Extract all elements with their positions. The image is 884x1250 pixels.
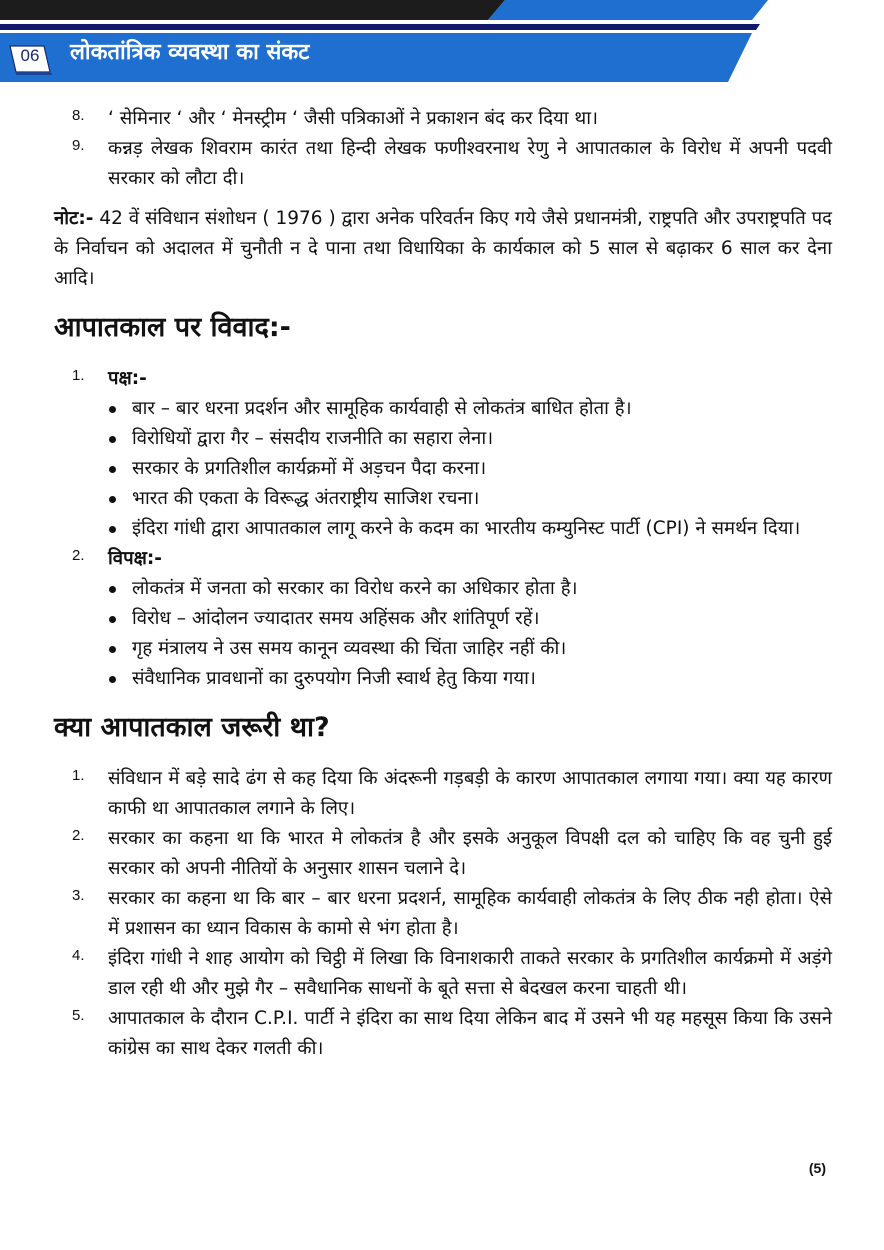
bullet-item: संवैधानिक प्रावधानों का दुरुपयोग निजी स्वार्थ हेतु किया गया। (106, 664, 832, 694)
item-text: सरकार का कहना था कि बार – बार धरना प्रदशर्न, सामूहिक कार्यवाही लोकतंत्र के लिए ठीक नही होता। ऐसे में प्रशासन का ध्यान विकास के कामो से भंग होता है। (108, 888, 832, 939)
note-label: नोट:- (54, 208, 94, 229)
controversy-list-2 (54, 544, 832, 574)
bullet-item: लोकतंत्र में जनता को सरकार का विरोध करने का अधिकार होता है। (106, 574, 832, 604)
item-text: ‘ सेमिनार ‘ और ‘ मेनस्ट्रीम ‘ जैसी पत्रिकाओं ने प्रकाशन बंद कर दिया था। (108, 108, 599, 129)
list-item-against (54, 544, 832, 574)
section-heading-controversy: आपातकाल पर विवाद:- (54, 312, 291, 343)
controversy-list (54, 364, 832, 394)
item-number: 1. (72, 767, 85, 784)
item-number: 5. (72, 1007, 85, 1024)
bullet-item: विरोधियों द्वारा गैर – संसदीय राजनीति का सहारा लेना। (106, 424, 832, 454)
group-label-against: विपक्ष:- (108, 548, 162, 569)
item-text: आपातकाल के दौरान C.P.I. पार्टी ने इंदिरा का साथ दिया लेकिन बाद में उसने भी यह महसूस किया कि उसने कांग्रेस का साथ देकर गलती की। (108, 1008, 832, 1059)
bullet-item: विरोध – आंदोलन ज्यादातर समय अहिंसक और शांतिपूर्ण रहें। (106, 604, 832, 634)
list-item (54, 884, 832, 944)
item-number: 2. (72, 547, 85, 564)
item-number: 2. (72, 827, 85, 844)
item-text: कन्नड़ लेखक शिवराम कारंत तथा हिन्दी लेखक फणीश्वरनाथ रेणु ने आपातकाल के विरोध में अपनी पदवी सरकार को लौटा दी। (108, 138, 832, 189)
intro-list (54, 104, 832, 194)
chapter-title: लोकतांत्रिक व्यवस्था का संकट (70, 40, 310, 65)
item-number: 8. (72, 107, 85, 124)
item-number: 3. (72, 887, 85, 904)
bullet-item: भारत की एकता के विरूद्ध अंतराष्ट्रीय साजिश रचना। (106, 484, 832, 514)
list-item (54, 944, 832, 1004)
item-number: 1. (72, 367, 85, 384)
note-paragraph (54, 204, 832, 294)
item-number: 9. (72, 137, 85, 154)
bullet-list-against (54, 574, 832, 694)
bullet-item: बार – बार धरना प्रदर्शन और सामूहिक कार्यवाही से लोकतंत्र बाधित होता है। (106, 394, 832, 424)
item-text: संविधान में बड़े सादे ढंग से कह दिया कि अंदरूनी गड़बड़ी के कारण आपातकाल लगाया गया। क्या यह कारण काफी था आपातकाल लगाने के लिए। (108, 768, 832, 819)
list-item (54, 1004, 832, 1064)
bullet-item: इंदिरा गांधी द्वारा आपातकाल लागू करने के कदम का भारतीय कम्युनिस्ट पार्टी (CPI) ने समर्थन दिया। (106, 514, 832, 544)
list-item (54, 764, 832, 824)
page-number: (5) (808, 1160, 826, 1176)
bullet-item: सरकार के प्रगतिशील कार्यक्रमों में अड़चन पैदा करना। (106, 454, 832, 484)
bullet-item: गृह मंत्रालय ने उस समय कानून व्यवस्था की चिंता जाहिर नहीं की। (106, 634, 832, 664)
chapter-header (0, 0, 884, 90)
item-number: 4. (72, 947, 85, 964)
bullet-list-for (54, 394, 832, 544)
list-item-for (54, 364, 832, 394)
note-text: 42 वें संविधान संशोधन ( 1976 ) द्वारा अनेक परिवर्तन किए गये जैसे प्रधानमंत्री, राष्ट्रपति और उपराष्ट्रपति पद के निर्वाचन को अदालत में चुनौती न दे पाना तथा विधायिका के कार्यकाल को 5 साल से बढ़ाकर 6 साल कर देना आदि। (54, 208, 832, 289)
item-text: इंदिरा गांधी ने शाह आयोग को चिट्ठी में लिखा कि विनाशकारी ताकते सरकार के प्रगतिशील कार्यक्रमो में अड़ंगे डाल रही थी और मुझे गैर – सवैधानिक साधनों के बूते सत्ता से बेदखल करना चाहती थी। (108, 948, 832, 999)
chapter-number: 06 (20, 46, 40, 65)
section-heading-necessity: क्या आपातकाल जरूरी था? (54, 712, 330, 743)
list-item (54, 824, 832, 884)
list-item (54, 134, 832, 194)
necessity-list (54, 764, 832, 1064)
list-item (54, 104, 832, 134)
item-text: सरकार का कहना था कि भारत मे लोकतंत्र है और इसके अनुकूल विपक्षी दल को चाहिए कि वह चुनी हुई सरकार को अपनी नीतियों के अनुसार शासन चलाने दे। (108, 828, 832, 879)
group-label-for: पक्ष:- (108, 368, 147, 389)
page-content (54, 104, 832, 1064)
